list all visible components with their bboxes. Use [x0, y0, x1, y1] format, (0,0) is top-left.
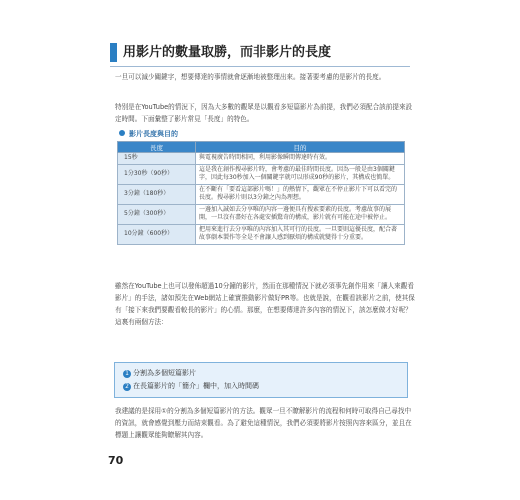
- title-divider: [110, 66, 410, 67]
- cell-length: 3分鐘（180秒）: [118, 184, 196, 204]
- table-header-row: [118, 142, 405, 153]
- header-length: 長度: [118, 142, 196, 153]
- method-callout-box: [114, 362, 408, 398]
- body-paragraph-3: 雖然在YouTube上也可以發佈超過10分鐘的影片，然而在那種情況下就必須事先創作用來「讓人來觀看影片」的手法，諸如預先在Web網站上確實推動影片做好PR等。也就是說，在觀看該影片之前，使其保有「接下來我們要觀看較長的影片」的心情。那麼，在想要傳達許多內容的情況下，該怎麼做才好呢？這裏有兩個方法：: [115, 282, 415, 326]
- cell-purpose: 這是我在創作搜尋影片時，會考慮的最佳時間長度。因為一般是由3個關鍵字，因此每30秒加入一個關鍵字就可以形成90秒的影片，其構成也簡單。: [196, 164, 405, 184]
- callout-item: [123, 381, 259, 391]
- section-label: [119, 129, 178, 139]
- length-purpose-table: [117, 141, 405, 245]
- page-title: 用影片的數量取勝，而非影片的長度: [123, 45, 332, 60]
- callout-item-text: 在長篇影片的「簡介」欄中，加入時間碼: [133, 382, 259, 390]
- callout-item: [123, 368, 196, 378]
- table-row: [118, 164, 405, 184]
- cell-purpose: 在不斷有「要看這部影片嗎！」的熱情下，觀眾在不停止影片下可以看完的長度。搜尋影片則以3分鐘之內為理想。: [196, 184, 405, 204]
- cell-length: 1分30秒（90秒）: [118, 164, 196, 184]
- title-accent-bar: [110, 43, 117, 62]
- section-label-text: 影片長度與目的: [129, 130, 178, 138]
- number-1-icon: 1: [123, 370, 131, 378]
- cell-purpose: 與電視廣告時間相同，利用影像瞬間傳達時有效。: [196, 153, 405, 165]
- page-number: 70: [108, 454, 124, 467]
- table-row: [118, 153, 405, 165]
- cell-purpose: 一邊加入誠如去分享唯的內容一邊便具有搜索要素的長度。考慮故事的展開，一旦沒有盡好在各處安插驚奇的構成，影片就有可能在途中被停止。: [196, 204, 405, 224]
- body-paragraph-4: 我建議的是採用①的分割為多個短篇影片的方法。觀眾一旦不瞭解影片的流程和何時可取得自己尋找中的資訊，就會感覺到壓力而結束觀看。為了避免這種情況，我們必須要將影片按照內容來區分，並且在標題上讓觀眾能夠瞭解其內容。: [115, 407, 412, 439]
- table-row: [118, 204, 405, 224]
- cell-length: 10分鐘（600秒）: [118, 224, 196, 244]
- cell-length: 15秒: [118, 153, 196, 165]
- callout-item-text: 分割為多個短篇影片: [133, 369, 196, 377]
- table-row: [118, 184, 405, 204]
- table-row: [118, 224, 405, 244]
- cell-purpose: 把用來進行去分享唯的內容加入其可行的長度。一旦要則這優長度，配合著故事劇本製作等全是不會讓人感到厭煩的構成就變得十分重要。: [196, 224, 405, 244]
- cell-length: 5分鐘（300秒）: [118, 204, 196, 224]
- intro-paragraph-2: 特別是在YouTube的情況下，因為大多數的觀眾是以觀看多短篇影片為前提，我們必須配合該前提來設定時間。下面彙整了影片常見「長度」的特色。: [115, 103, 413, 123]
- number-2-icon: 2: [123, 383, 131, 391]
- header-purpose: 目的: [196, 142, 405, 153]
- bullet-dot-icon: [119, 130, 125, 136]
- intro-paragraph-1: 一旦可以減少關鍵字，想要傳達的事情就會逐漸地被整理出來。接著要考慮的是影片的長度。: [115, 73, 386, 81]
